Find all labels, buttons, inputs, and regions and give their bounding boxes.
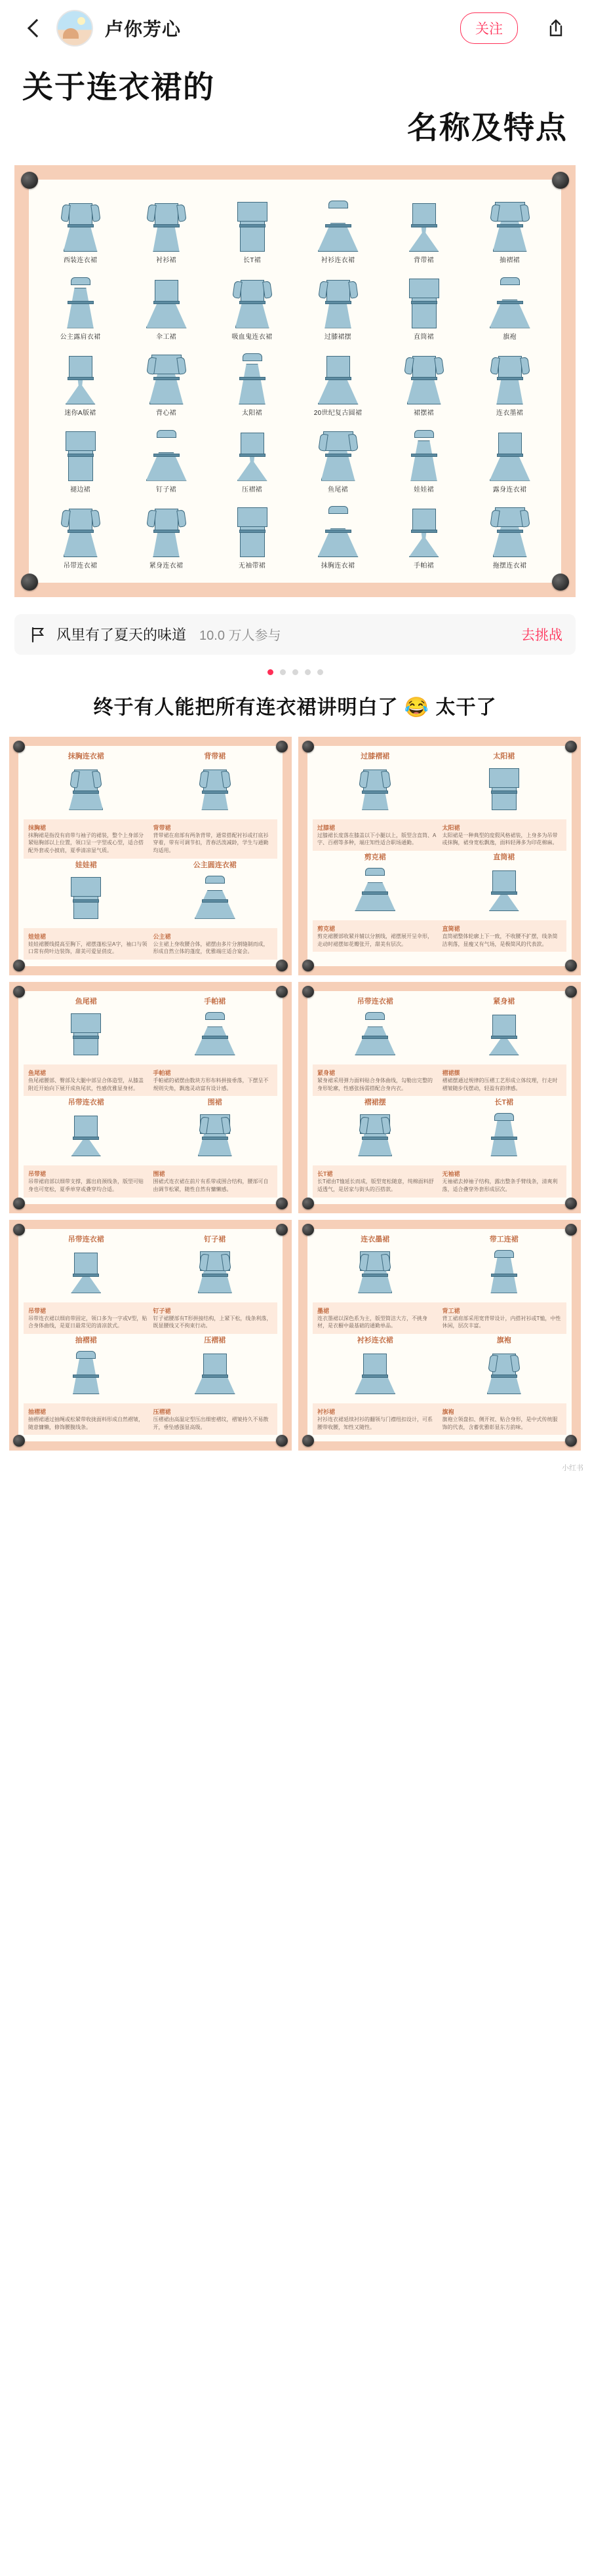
dress-illustration-icon (227, 502, 278, 560)
follow-button[interactable]: 关注 (460, 12, 518, 44)
corner-screw-icon (565, 1435, 577, 1447)
dress-entry-name: 长T裙 (494, 1099, 514, 1107)
dress-label: 直筒裙 (414, 333, 434, 341)
panel-row (9, 982, 581, 1213)
dress-label: 公主露肩衣裙 (60, 333, 101, 341)
description-text: 无袖裙去掉袖子结构，露出整条手臂线条，清爽利落，适合叠穿外套形成层次。 (442, 1179, 558, 1193)
title-line-2: 名称及特点 (407, 110, 568, 146)
dress-entry (153, 861, 278, 922)
description-text: 背工裙肩部采用宽背带设计，内搭衬衫或T恤，中性休闲，层次丰富。 (442, 1315, 561, 1329)
corner-screw-icon (302, 1224, 314, 1236)
description-title: 背带裙 (153, 824, 171, 831)
description-title: 旗袍 (442, 1409, 454, 1416)
description-title: 鱼尾裙 (28, 1070, 47, 1077)
dress-cell (467, 498, 552, 574)
dress-entry (442, 752, 567, 813)
corner-screw-icon (21, 574, 38, 591)
dress-label: 褪边裙 (70, 486, 90, 494)
dress-entry-name: 旗袍 (496, 1337, 511, 1345)
description-box (24, 928, 277, 960)
dress-entry (153, 1337, 278, 1397)
dress-entry-name: 带工连裙 (489, 1235, 519, 1243)
dress-cell (467, 345, 552, 421)
dress-entry-name: 连衣墨裙 (361, 1235, 390, 1243)
dress-cell (382, 193, 466, 268)
dress-entry (153, 752, 278, 813)
corner-screw-icon (13, 1435, 25, 1447)
panel-row (9, 737, 581, 975)
detail-panel[interactable] (9, 737, 292, 975)
post-title (0, 56, 590, 165)
dress-illustration-icon (399, 502, 450, 560)
dress-entry (24, 1236, 149, 1296)
dress-entry (442, 1236, 567, 1296)
panel-row (9, 1220, 581, 1451)
dress-entry (24, 1099, 149, 1159)
dress-illustration-icon (482, 1109, 526, 1159)
dress-illustration-icon (193, 1008, 237, 1058)
description-box (313, 1064, 566, 1096)
dress-illustration-icon (482, 1347, 526, 1397)
corner-screw-icon (565, 741, 577, 752)
dress-illustration-icon (353, 864, 397, 914)
corner-screw-icon (13, 986, 25, 998)
description-title: 剪克裙 (317, 926, 336, 933)
description-text: 钉子裙腰部有T形拼接结构，上紧下松，线条利落，既显腰线又不拘束行动。 (153, 1315, 272, 1329)
back-chevron-icon[interactable] (22, 17, 45, 39)
dress-label: 连衣墨裙 (496, 410, 524, 418)
dress-illustration-icon (55, 502, 106, 560)
description-title: 背工裙 (442, 1307, 460, 1314)
dress-illustration-icon (353, 763, 397, 813)
description-text: 压褶裙由高温定型压出细密褶纹，褶皱持久不易散开，垂坠感强显高级。 (153, 1416, 269, 1430)
dress-illustration-icon (484, 426, 536, 484)
corner-screw-icon (302, 960, 314, 971)
dress-label: 衬衫裙 (156, 257, 176, 265)
dress-cell (210, 269, 294, 345)
dress-label: 拖摆连衣裙 (492, 562, 527, 570)
dress-illustration-icon (353, 1246, 397, 1296)
description-text: 过膝裙长度落在膝盖以下小腿以上，版型含直筒、A字、百褶等多种，端庄知性适合职场通勤。 (317, 832, 437, 846)
description-text: 抽褶裙通过抽绳或松紧带收拢面料形成自然褶皱，随意慵懒，修饰腰腹线条。 (28, 1416, 144, 1430)
dress-illustration-icon (141, 349, 192, 407)
dress-label: 无袖带裙 (238, 562, 266, 570)
author-name[interactable]: 卢你芳心 (105, 19, 182, 39)
dress-label: 露身连衣裙 (492, 486, 527, 494)
dress-cell (38, 269, 123, 345)
description-title: 公主裙 (153, 933, 171, 940)
description-title: 紧身裙 (317, 1070, 336, 1077)
dress-label: 钉子裙 (156, 486, 176, 494)
dress-cell (38, 193, 123, 268)
description-box (24, 1064, 277, 1096)
dress-label: 抽褶裙 (500, 257, 520, 265)
dress-entry-name: 剪克裙 (364, 853, 386, 861)
corner-screw-icon (302, 1435, 314, 1447)
corner-screw-icon (276, 1224, 288, 1236)
dress-cell (296, 345, 380, 421)
dress-entry-name: 抽褶裙 (75, 1337, 97, 1345)
dress-illustration-icon (64, 1347, 108, 1397)
dress-illustration-icon (227, 349, 278, 407)
detail-panel[interactable] (9, 982, 292, 1213)
dress-illustration-icon (313, 426, 364, 484)
dress-entry (24, 861, 149, 922)
dress-entry-name: 吊带连衣裙 (68, 1235, 104, 1243)
dress-label: 西装连衣裙 (63, 257, 98, 265)
dress-cell (210, 193, 294, 268)
description-title: 吊带裙 (28, 1171, 47, 1178)
dress-illustration-icon (55, 426, 106, 484)
join-challenge-button[interactable]: 去挑战 (521, 627, 562, 643)
carousel-dot[interactable] (267, 669, 273, 675)
description-title: 娃娃裙 (28, 933, 47, 940)
dress-cell (38, 498, 123, 574)
description-text: 连衣墨裙以深色系为主，版型简洁大方，不挑身材，是衣橱中最基础的通勤单品。 (317, 1315, 427, 1329)
dress-cell (467, 422, 552, 498)
carousel-dots[interactable] (0, 655, 590, 682)
dress-illustration-icon (55, 197, 106, 254)
description-title: 吊带裙 (28, 1307, 47, 1314)
dress-illustration-icon (399, 426, 450, 484)
description-title: 钉子裙 (153, 1307, 171, 1314)
watermark: 小红书 (562, 1464, 583, 1473)
description-text: 衬衫连衣裙延续衬衫的翻领与门襟纽扣设计，可系腰带收腰，知性又随性。 (317, 1416, 433, 1430)
dress-cell (210, 498, 294, 574)
description-box (313, 819, 566, 851)
description-text: 背带裙在肩部有两条背带，通常搭配衬衫或打底衫穿着，带有可调节扣，青春活泼减龄，学生与通勤均适用。 (153, 832, 269, 853)
dress-cell (124, 498, 208, 574)
dress-entry-name: 公主圆连衣裙 (193, 861, 237, 869)
corner-screw-icon (13, 960, 25, 971)
dress-illustration-icon (141, 502, 192, 560)
dress-entry (313, 853, 438, 914)
dress-illustration-icon (399, 273, 450, 331)
description-box (24, 1302, 277, 1334)
dress-label: 太阳裙 (242, 410, 262, 418)
corner-screw-icon (565, 1224, 577, 1236)
dress-illustration-icon (193, 1246, 237, 1296)
description-box (313, 1403, 566, 1435)
description-box (313, 920, 566, 952)
description-text: 娃娃裙腰线提高至胸下，裙摆蓬松呈A字，袖口与领口常有荷叶边装饰，甜美可爱显俏皮。 (28, 941, 148, 955)
dress-cell (210, 422, 294, 498)
description-box (24, 819, 277, 859)
share-icon[interactable] (544, 16, 568, 40)
dress-entry (442, 1337, 567, 1397)
dress-entry-name: 直筒裙 (493, 853, 515, 861)
description-text: 公主裙上身收腰合体，裙摆由多片分割缝制而成，形成自然立体的蓬度，优雅端庄适合宴会。 (153, 941, 269, 955)
dress-entry-name: 压褶裙 (204, 1337, 226, 1345)
dress-illustration-icon (64, 872, 108, 922)
corner-screw-icon (565, 1198, 577, 1209)
dress-entry (24, 998, 149, 1058)
dress-label: 娃娃裙 (414, 486, 434, 494)
dress-label: 紧身连衣裙 (149, 562, 184, 570)
description-title: 过膝裙 (317, 824, 336, 831)
dress-label: 背心裙 (156, 410, 176, 418)
dress-entry (313, 1337, 438, 1397)
dress-cell (467, 269, 552, 345)
dress-entry-name: 娃娃裙 (75, 861, 97, 869)
dress-label: 过膝裙摆 (324, 333, 352, 341)
avatar[interactable] (56, 10, 93, 47)
dress-cell (382, 269, 466, 345)
description-text: 太阳裙是一种典型的度假风格裙装，上身多为吊带或抹胸，裙身宽松飘逸，面料轻薄多为印花棉麻。 (442, 832, 558, 846)
dress-illustration-icon (353, 1109, 397, 1159)
dress-illustration-icon (313, 502, 364, 560)
dress-illustration-icon (482, 1246, 526, 1296)
dress-label: 吸血鬼连衣裙 (231, 333, 273, 341)
dress-entry (442, 998, 567, 1058)
dress-illustration-icon (482, 1008, 526, 1058)
dress-illustration-icon (353, 1008, 397, 1058)
dress-illustration-icon (484, 502, 536, 560)
detail-panels (0, 737, 590, 1477)
dress-entry-name: 吊带连衣裙 (357, 997, 393, 1005)
description-title: 无袖裙 (442, 1171, 460, 1178)
dress-illustration-icon (227, 197, 278, 254)
description-text: 围裙式连衣裙在前片有系带或围合结构，腰部可自由调节松紧，随性自然有慵懒感。 (153, 1179, 269, 1193)
dress-cell (124, 422, 208, 498)
description-title: 抹胸裙 (28, 824, 47, 831)
dress-cell (382, 498, 466, 574)
description-text: 褶裙摆通过规律的压褶工艺形成立体纹理，行走时褶皱随步伐摆动，轻盈有韵律感。 (442, 1078, 558, 1091)
dress-entry (153, 1099, 278, 1159)
dress-cell (467, 193, 552, 268)
carousel-dot[interactable] (292, 669, 298, 675)
corner-screw-icon (565, 986, 577, 998)
dress-illustration-icon (313, 197, 364, 254)
dress-cell (38, 422, 123, 498)
description-text: 直筒裙整体轮廓上下一致，不收腰不扩摆，线条简洁利落，显瘦又有气场，是极简风的代表款。 (442, 933, 558, 947)
dress-label: 20世纪复古圆裙 (313, 410, 363, 418)
dress-label: 衬衫连衣裙 (321, 257, 355, 265)
corner-screw-icon (276, 1198, 288, 1209)
description-box (313, 1165, 566, 1197)
dress-cell (38, 345, 123, 421)
dress-entry (313, 1236, 438, 1296)
carousel-dot[interactable] (305, 669, 311, 675)
dress-illustration-icon (193, 872, 237, 922)
corner-screw-icon (13, 1198, 25, 1209)
description-text: 吊带裙肩部以细带支撑，露出肩颈线条，版型可贴身也可宽松，夏季单穿或叠穿均合适。 (28, 1179, 144, 1193)
dress-entry-name: 抹胸连衣裙 (68, 752, 104, 760)
dress-illustration-icon (227, 426, 278, 484)
description-title: 手帕裙 (153, 1070, 171, 1077)
dress-entry-name: 过膝褶裙 (361, 752, 390, 760)
dress-cell (124, 345, 208, 421)
dress-entry-name: 衬衫连衣裙 (357, 1337, 393, 1345)
dress-illustration-icon (484, 349, 536, 407)
description-title: 长T裙 (317, 1171, 333, 1178)
dress-entry-name: 鱼尾裙 (75, 997, 97, 1005)
dress-entry (313, 752, 438, 813)
dress-illustration-icon (313, 273, 364, 331)
description-box (24, 1165, 277, 1197)
corner-screw-icon (21, 172, 38, 189)
dress-illustration-icon (227, 273, 278, 331)
description-title: 直筒裙 (442, 926, 460, 933)
description-box (313, 1302, 566, 1334)
dress-entry-name: 褶裙摆 (364, 1099, 386, 1107)
corner-screw-icon (302, 741, 314, 752)
dress-label: 迷你A版裙 (64, 410, 96, 418)
corner-screw-icon (13, 1224, 25, 1236)
description-title: 墨裙 (317, 1307, 330, 1314)
corner-screw-icon (276, 741, 288, 752)
dress-entry (153, 998, 278, 1058)
description-title: 太阳裙 (442, 824, 460, 831)
dress-entry (442, 1099, 567, 1159)
dress-entry (313, 1099, 438, 1159)
dress-illustration-icon (55, 349, 106, 407)
description-title: 抽褶裙 (28, 1409, 47, 1416)
corner-screw-icon (552, 574, 569, 591)
dress-illustration-icon (193, 763, 237, 813)
cover-poster[interactable] (14, 165, 576, 597)
carousel-dot[interactable] (317, 669, 323, 675)
dress-grid (38, 193, 552, 574)
description-title: 衬衫裙 (317, 1409, 336, 1416)
dress-illustration-icon (64, 763, 108, 813)
dress-illustration-icon (399, 349, 450, 407)
corner-screw-icon (276, 960, 288, 971)
description-text: 手帕裙的裙摆由数块方形布料拼接垂落，下摆呈不规则尖角，飘逸灵动富有设计感。 (153, 1078, 269, 1091)
dress-entry-name: 太阳裙 (493, 752, 515, 760)
dress-illustration-icon (64, 1246, 108, 1296)
dress-entry-name: 钉子裙 (204, 1235, 226, 1243)
dress-entry-name: 紧身裙 (493, 997, 515, 1005)
description-text: 旗袍立领盘扣、侧开衩、贴合身形，是中式传统服饰的代表，含蓄优雅彰显东方韵味。 (442, 1416, 558, 1430)
dress-illustration-icon (482, 864, 526, 914)
corner-screw-icon (276, 1435, 288, 1447)
dress-cell (296, 193, 380, 268)
corner-screw-icon (302, 1198, 314, 1209)
dress-entry (313, 998, 438, 1058)
challenge-title: 风里有了夏天的味道 (56, 627, 187, 644)
dress-label: 背带裙 (414, 257, 434, 265)
dress-label: 伞工裙 (156, 333, 176, 341)
corner-screw-icon (302, 986, 314, 998)
dress-illustration-icon (353, 1347, 397, 1397)
dress-entry-name: 手帕裙 (204, 997, 226, 1005)
dress-label: 吊带连衣裙 (63, 562, 98, 570)
dress-entry (24, 1337, 149, 1397)
dress-cell (124, 269, 208, 345)
dress-illustration-icon (55, 273, 106, 331)
dress-entry (24, 752, 149, 813)
dress-entry-name: 吊带连衣裙 (68, 1099, 104, 1107)
dress-illustration-icon (484, 197, 536, 254)
dress-cell (382, 345, 466, 421)
dress-label: 抹胸连衣裙 (321, 562, 355, 570)
dress-illustration-icon (64, 1109, 108, 1159)
dress-cell (296, 422, 380, 498)
dress-label: 长T裙 (243, 257, 261, 265)
dress-cell (210, 345, 294, 421)
app-header (0, 0, 590, 56)
challenge-participants: 10.0 万人参与 (199, 629, 281, 644)
description-title: 褶裙摆 (442, 1070, 460, 1077)
detail-panel[interactable] (298, 982, 581, 1213)
post-caption: 终于有人能把所有连衣裙讲明白了 😂 太干了 (93, 696, 497, 718)
dress-label: 裙摆裙 (414, 410, 434, 418)
dress-cell (296, 269, 380, 345)
description-text: 剪克裙腰部收紧并辅以分割线，裙摆展开呈伞形，走动时裙摆如花瓣张开，甜美有层次。 (317, 933, 433, 947)
dress-illustration-icon (193, 1347, 237, 1397)
dress-entry-name: 围裙 (207, 1099, 222, 1107)
dress-illustration-icon (313, 349, 364, 407)
dress-illustration-icon (484, 273, 536, 331)
description-text: 鱼尾裙腰部、臀部及大腿中部呈合体造型，从膝盖附近开始向下展开成鱼尾状，性感优雅显身材。 (28, 1078, 144, 1091)
dress-cell (382, 422, 466, 498)
dress-illustration-icon (193, 1109, 237, 1159)
dress-entry (442, 853, 567, 914)
dress-illustration-icon (64, 1008, 108, 1058)
challenge-bar[interactable] (14, 614, 576, 655)
dress-label: 压褶裙 (242, 486, 262, 494)
corner-screw-icon (276, 986, 288, 998)
detail-panel[interactable] (9, 1220, 292, 1451)
detail-panel[interactable] (298, 737, 581, 975)
dress-cell (124, 193, 208, 268)
dress-illustration-icon (141, 197, 192, 254)
description-box (24, 1403, 277, 1435)
carousel-dot[interactable] (280, 669, 286, 675)
description-title: 压褶裙 (153, 1409, 171, 1416)
description-text: 吊带连衣裙以细肩带固定，领口多为一字或V型，贴合身体曲线，是夏日最常见的清凉款式。 (28, 1315, 148, 1329)
flag-icon (28, 625, 47, 644)
detail-panel[interactable] (298, 1220, 581, 1451)
corner-screw-icon (552, 172, 569, 189)
dress-illustration-icon (482, 763, 526, 813)
corner-screw-icon (565, 960, 577, 971)
title-line-1: 关于连衣裙的 (22, 69, 215, 104)
dress-label: 手帕裙 (414, 562, 434, 570)
dress-label: 鱼尾裙 (328, 486, 348, 494)
description-text: 抹胸裙是指没有肩带与袖子的裙装，整个上身部分紧贴胸部以上位置，领口呈一字型或心型，适合搭配外套或小披肩，夏季清凉显气质。 (28, 832, 144, 853)
dress-entry-name: 背带裙 (204, 752, 226, 760)
dress-illustration-icon (141, 426, 192, 484)
dress-cell (296, 498, 380, 574)
description-text: 长T裙由T恤延长而成，版型宽松随意，纯棉面料舒适透气，是居家与街头的百搭款。 (317, 1179, 434, 1193)
dress-entry (153, 1236, 278, 1296)
corner-screw-icon (13, 741, 25, 752)
description-text: 紧身裙采用弹力面料贴合身体曲线，勾勒出完整的身形轮廓，性感张扬需搭配合身内衣。 (317, 1078, 433, 1091)
description-title: 围裙 (153, 1171, 165, 1178)
dress-label: 旗袍 (503, 333, 517, 341)
dress-illustration-icon (399, 197, 450, 254)
dress-illustration-icon (141, 273, 192, 331)
